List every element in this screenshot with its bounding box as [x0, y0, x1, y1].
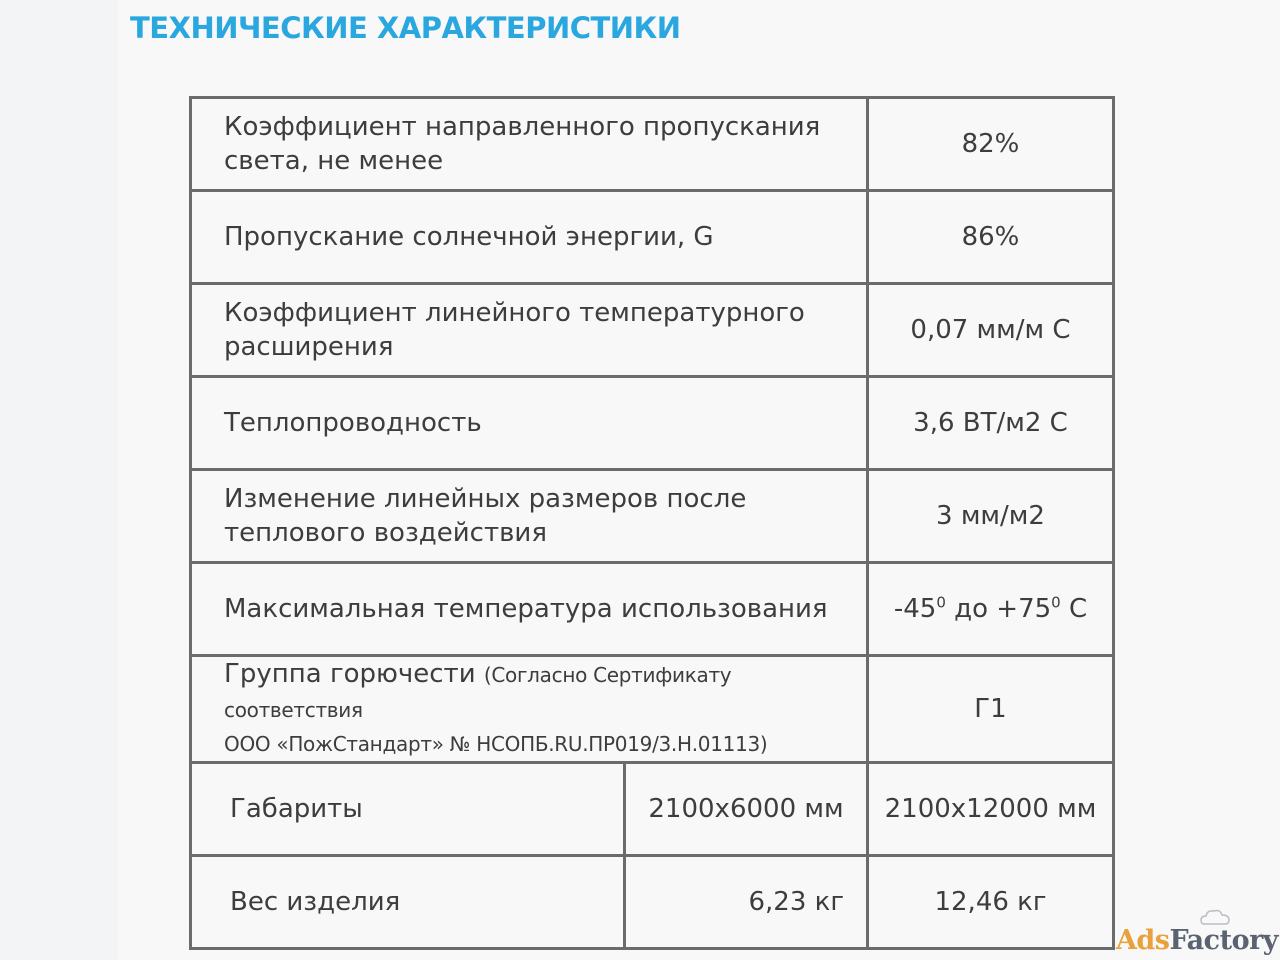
row-label: Вес изделия	[191, 856, 625, 949]
watermark	[1116, 925, 1278, 956]
row-value: 82%	[868, 98, 1114, 191]
row-value: 3,6 ВТ/м2 С	[868, 377, 1114, 470]
row-label: Пропускание солнечной энергии, G	[191, 191, 868, 284]
table-row	[191, 377, 1114, 470]
spec-table	[189, 96, 1115, 950]
row-label: Коэффициент линейного температурного расширения	[191, 284, 868, 377]
row-value: 6,23 кг	[625, 856, 868, 949]
row-label-text: Группа горючести	[224, 659, 476, 689]
row-value: Г1	[868, 656, 1114, 763]
row-value: 2100x6000 мм	[625, 763, 868, 856]
table-row	[191, 98, 1114, 191]
row-value: 12,46 кг	[868, 856, 1114, 949]
row-label: Максимальная температура использования	[191, 563, 868, 656]
table-row	[191, 763, 1114, 856]
row-label: Изменение линейных размеров после теплового воздействия	[191, 470, 868, 563]
row-label: Коэффициент направленного пропускания света, не менее	[191, 98, 868, 191]
page-title: ТЕХНИЧЕСКИЕ ХАРАКТЕРИСТИКИ	[130, 11, 681, 45]
temp-from: -45	[893, 594, 937, 624]
degree-mark: 0	[1051, 593, 1061, 612]
certificate-note: (Согласно Сертификату соответствия	[224, 663, 732, 722]
cloud-icon	[1200, 908, 1230, 926]
table-row	[191, 563, 1114, 656]
row-label: Габариты	[191, 763, 625, 856]
table-row	[191, 470, 1114, 563]
watermark-part-a: Ads	[1115, 925, 1170, 956]
temp-unit: С	[1060, 594, 1088, 624]
row-value: 86%	[868, 191, 1114, 284]
row-value: 2100x12000 мм	[868, 763, 1114, 856]
row-label: Теплопроводность	[191, 377, 868, 470]
table-row	[191, 191, 1114, 284]
table-row	[191, 856, 1114, 949]
row-value: 0,07 мм/м С	[868, 284, 1114, 377]
row-label	[191, 656, 868, 763]
degree-mark: 0	[936, 593, 946, 612]
row-value	[868, 563, 1114, 656]
certificate-note: ООО «ПожСтандарт» № НСОПБ.RU.ПР019/3.Н.01113)	[224, 732, 768, 756]
row-value: 3 мм/м2	[868, 470, 1114, 563]
temp-to: до +75	[945, 594, 1052, 624]
table-row	[191, 284, 1114, 377]
table-row	[191, 656, 1114, 763]
watermark-part-b: Factory	[1169, 925, 1278, 956]
